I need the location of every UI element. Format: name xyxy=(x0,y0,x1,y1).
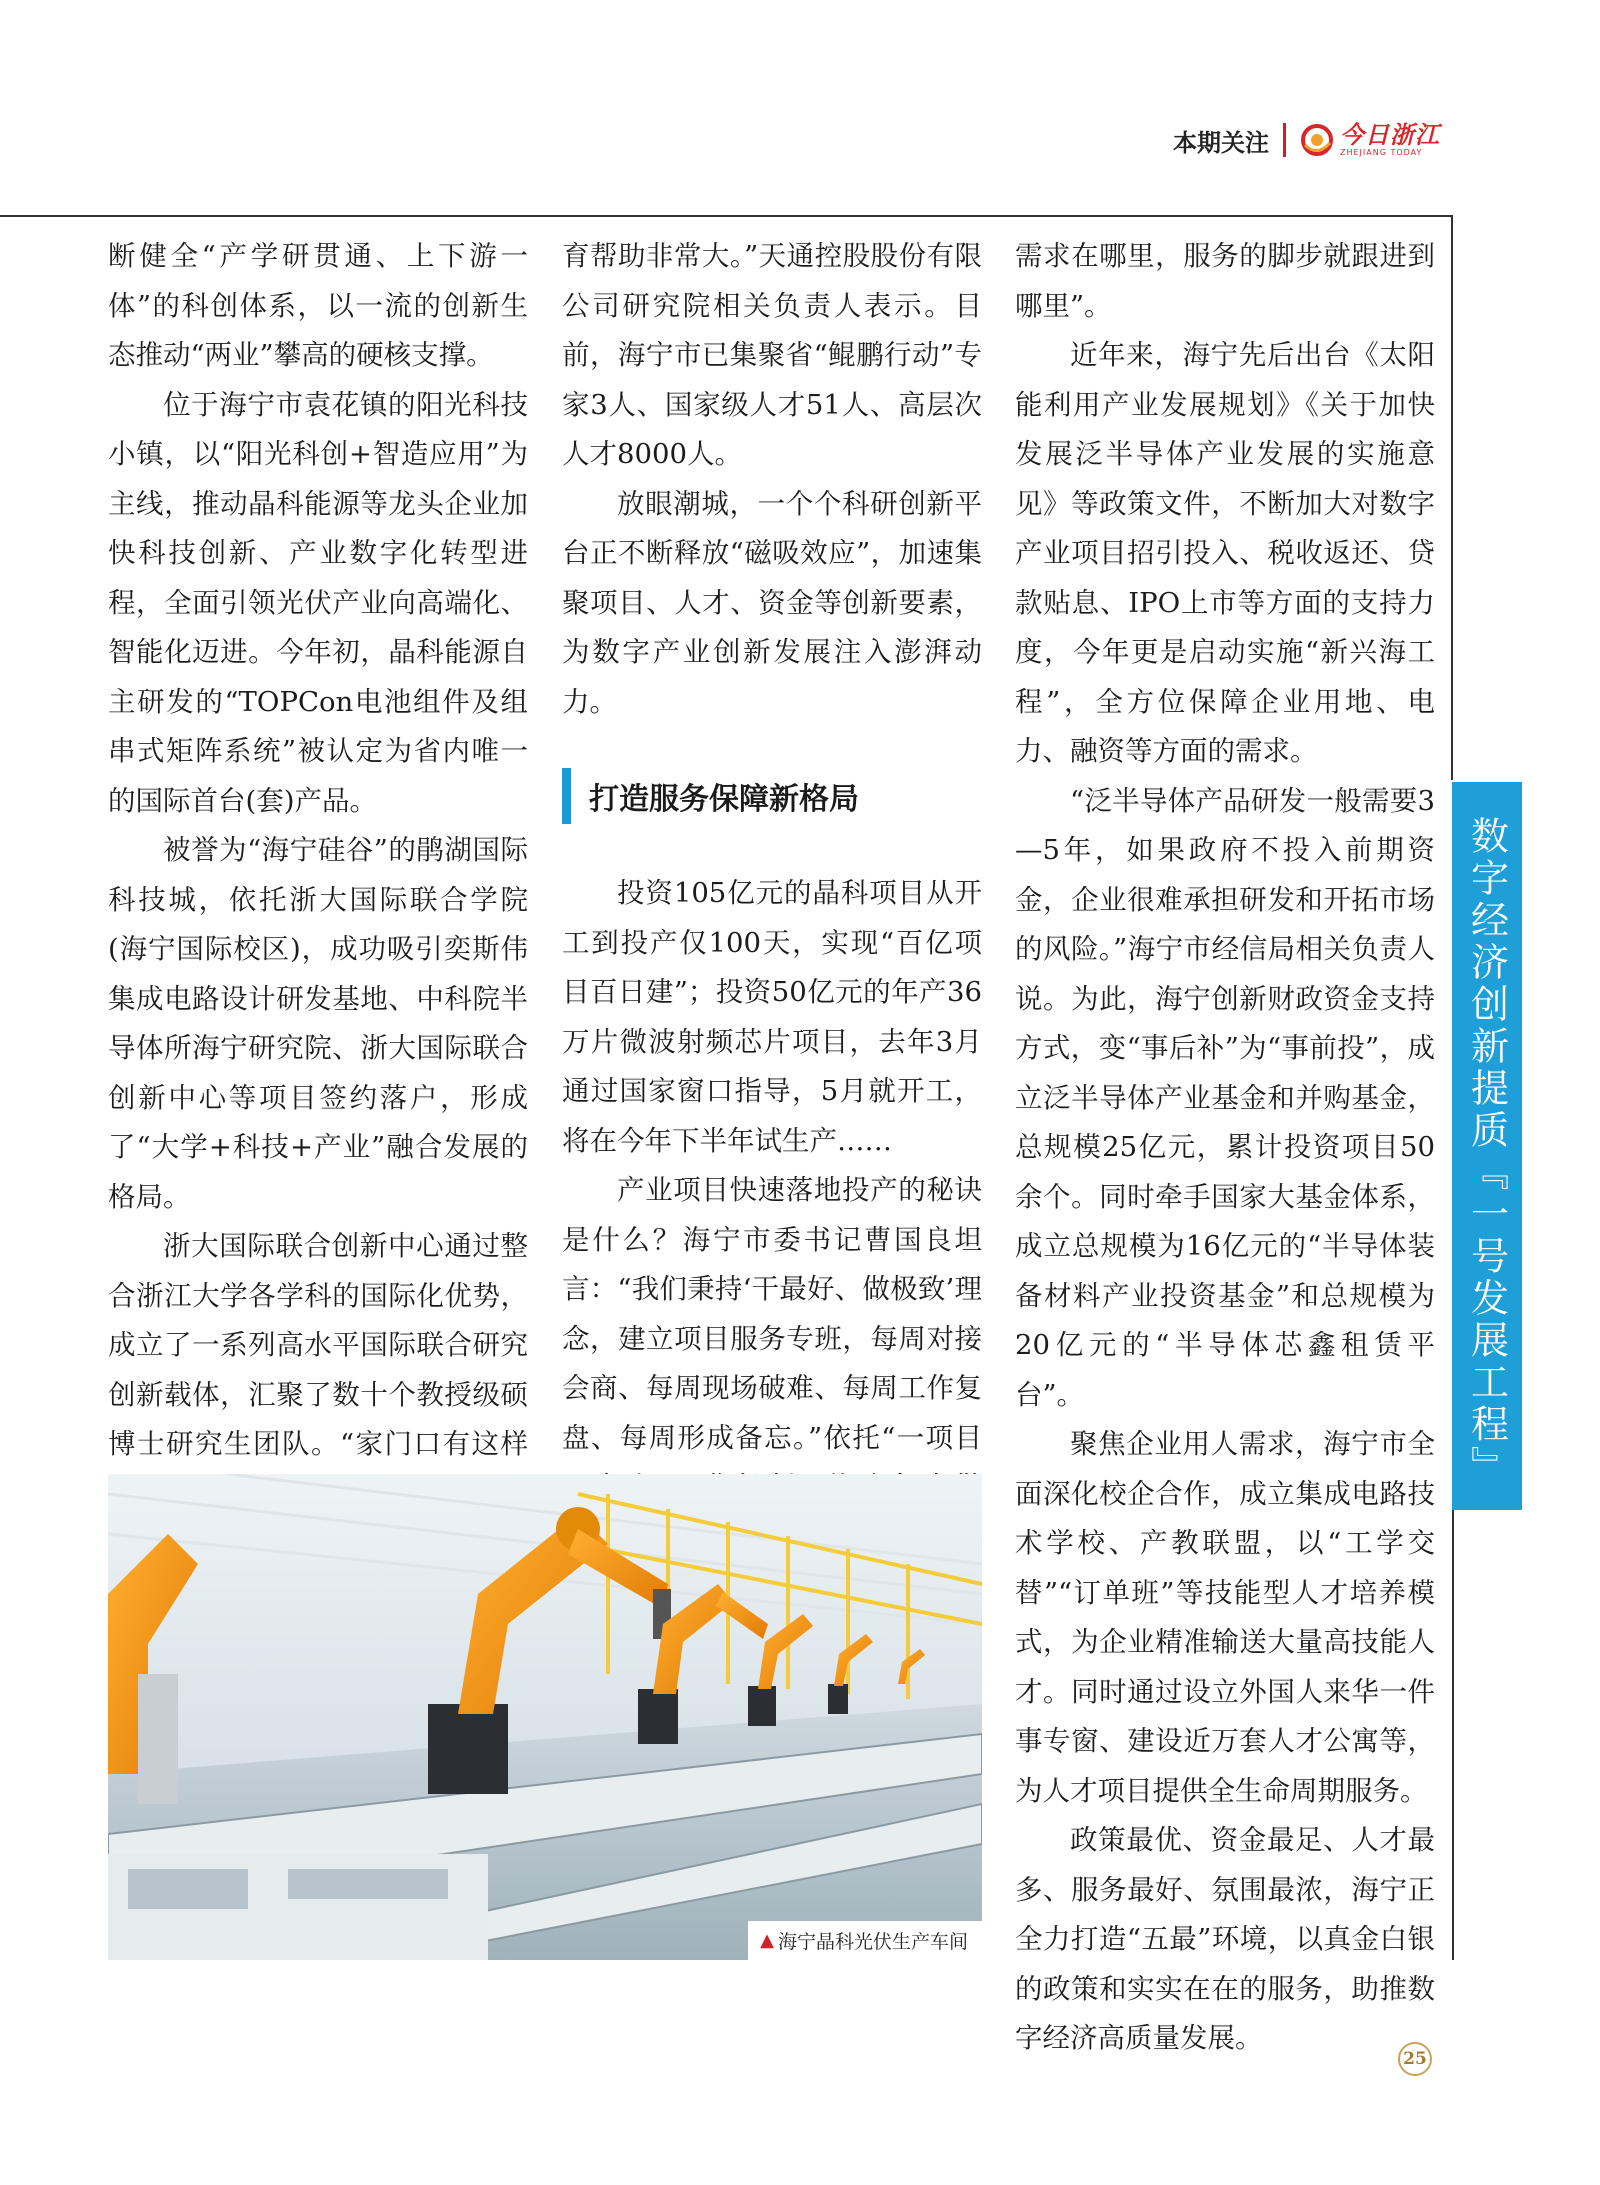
subheading-text: 打造服务保障新格局 xyxy=(589,782,859,817)
paragraph: 产业项目快速落地投产的秘诀是什么？海宁市委书记曹国良坦言：“我们秉持‘干最好、做极致’理念，建立项目服务专班，每周对接会商、每周现场破难、每周工作复盘、每周形成备忘。”依托“一项目 xyxy=(562,1174,982,1454)
paragraph: 断健全“产学研贯通、上下游一体”的科创体系，以一流的创新生态推动“两业”攀高的硬核支撑。 xyxy=(108,240,528,371)
side-section-tab xyxy=(1452,782,1522,1510)
paragraph: 浙大国际联合创新中心通过整合浙江大学各学科的国际化优势，成立了一系列高水平国际联合研究创新载体，汇聚了数十个教授级硕博士研究生团队。“家门口有这样 xyxy=(108,1230,528,1460)
logo-swirl-icon xyxy=(1300,123,1334,157)
magazine-logo xyxy=(1300,123,1440,157)
right-rule-bottom xyxy=(1452,1510,1454,1960)
triangle-marker-icon: ▲ xyxy=(760,1930,774,1951)
section-title: 本期关注 xyxy=(1173,128,1269,157)
paragraph: 需求在哪里，服务的脚步就跟进到哪里”。 xyxy=(1015,240,1435,322)
paragraph: 聚焦企业用人需求，海宁市全面深化校企合作，成立集成电路技术学校、产教联盟，以“工学交替”“订单班”等技能型人才培养模式，为企业精准输送大量高技能人才。同时通过设立外国人来华一件事专窗、建设近万套人才公寓等，为人才项目提供全生命周期服务。 xyxy=(1015,1428,1435,1807)
article-column-1 xyxy=(108,232,528,1569)
article-column-3 xyxy=(1015,232,1435,2064)
paragraph: 投资105亿元的晶科项目从开工到投产仅100天，实现“百亿项目百日建”；投资50亿元的年产36万片微波射频芯片项目，去年3月通过国家窗口指导，5月就开工，将在今年下半年试生产…… xyxy=(562,877,982,1157)
paragraph: 位于海宁市袁花镇的阳光科技小镇，以“阳光科创+智造应用”为主线，推动晶科能源等龙头企业加快科技创新、产业数字化转型进程，全面引领光伏产业向高端化、智能化迈进。今年初，晶科能源自主研发的“TOPCon电池组件及组串式矩阵系统”被认定为省内唯一的国际首台(套)产品。 xyxy=(108,388,528,817)
right-rule-top xyxy=(1451,215,1453,780)
logo-english: ZHEJIANG TODAY xyxy=(1340,148,1423,157)
page-number: 25 xyxy=(1398,2042,1432,2076)
page-header xyxy=(1173,118,1440,162)
photo-caption xyxy=(748,1921,982,1960)
header-divider xyxy=(1283,123,1286,157)
paragraph: 政策最优、资金最足、人才最多、服务最好、氛围最浓，海宁正全力打造“五最”环境，以真金白银的政策和实实在在的服务，助推数字经济高质量发展。 xyxy=(1015,1824,1435,2054)
paragraph: 近年来，海宁先后出台《太阳能利用产业发展规划》《关于加快发展泛半导体产业发展的实施意见》等政策文件，不断加大对数字产业项目招引投入、税收返还、贷款贴息、IPO上市等方面的支持力度，今年更是启动实施“新兴海工程”，全方位保障企业用地、电力、融资等方面的需求。 xyxy=(1015,339,1435,767)
subheading-accent-bar xyxy=(562,768,571,824)
paragraph: 育帮助非常大。”天通控股股份有限公司研究院相关负责人表示。目前，海宁市已集聚省“鲲鹏行动”专家3人、国家级人才51人、高层次人才8000人。 xyxy=(562,240,982,470)
header-rule xyxy=(0,215,1452,217)
factory-photo xyxy=(108,1474,982,1960)
section-subheading xyxy=(562,767,982,825)
paragraph: 放眼潮城，一个个科研创新平台正不断释放“磁吸效应”，加速集聚项目、人才、资金等创新要素，为数字产业创新发展注入澎湃动力。 xyxy=(562,487,982,718)
robot-arms-illustration xyxy=(108,1474,982,1960)
paragraph: “泛半导体产品研发一般需要3—5年，如果政府不投入前期资金，企业很难承担研发和开拓市场的风险。”海宁市经信局相关负责人说。为此，海宁创新财政资金支持方式，变“事后补”为“事前投”，成立泛半导体产业基金和并购基金，总规模25亿元，累计投资项目50余个。同时牵手国家大基金体系，成立总规模为16亿元的“半导体装备材料产业投资基金”和总规模为20亿元的“半导体芯鑫租赁平台”。 xyxy=(1015,784,1435,1411)
side-tab-label: 数字经济创新提质『一号发展工程』 xyxy=(1464,816,1509,1488)
article-column-2 xyxy=(562,232,982,1562)
logo-chinese: 今日浙江 xyxy=(1340,121,1440,149)
caption-text: 海宁晶科光伏生产车间 xyxy=(777,1931,968,1953)
paragraph: 被誉为“海宁硅谷”的鹃湖国际科技城，依托浙大国际联合学院(海宁国际校区)，成功吸引奕斯伟集成电路设计研发基地、中科院半导体所海宁研究院、浙大国际联合创新中心等项目签约落户，形成了“大学+科技+产业”融合发展的格局。 xyxy=(108,834,528,1213)
